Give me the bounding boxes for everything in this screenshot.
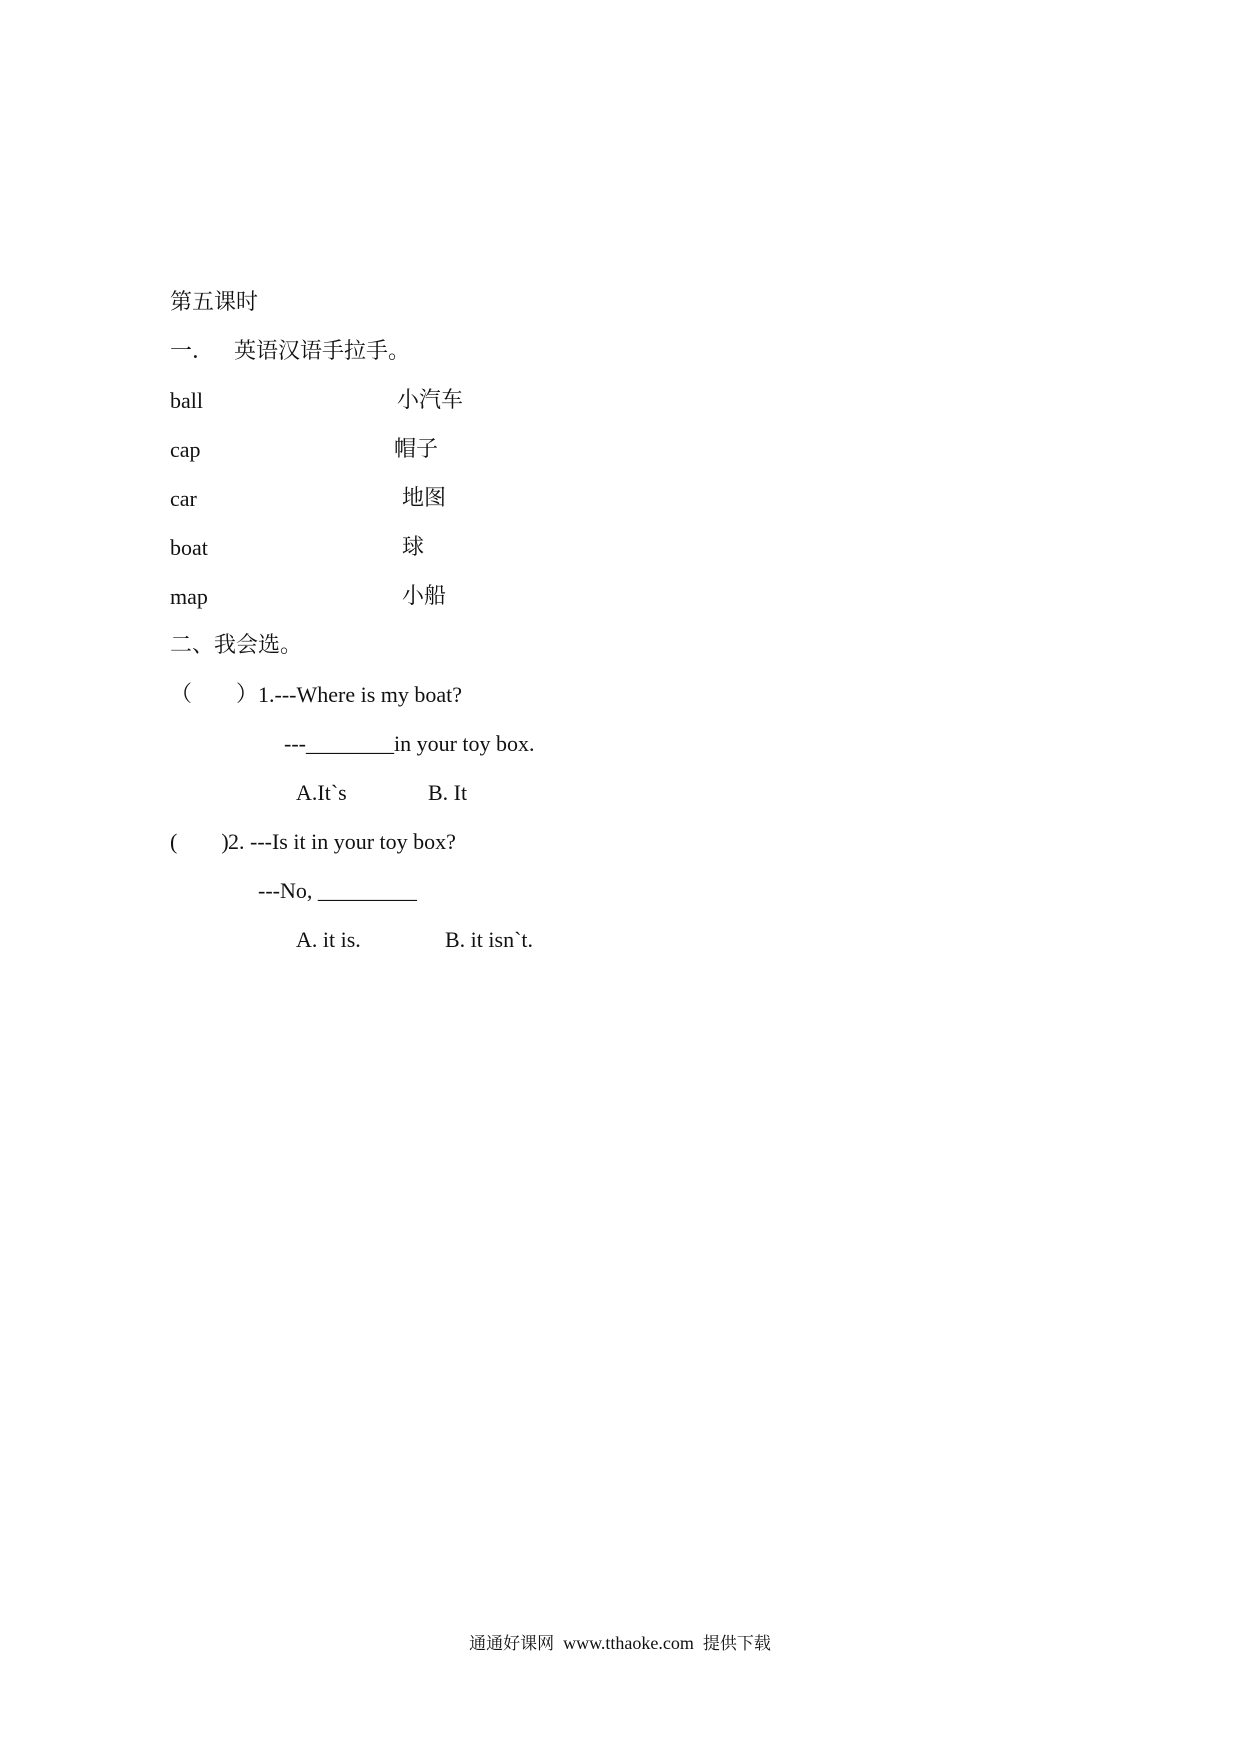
section1-number: 一．: [170, 339, 215, 364]
chinese-word-3: 地图: [402, 486, 447, 511]
english-word-2: cap: [170, 437, 201, 462]
q1-option-a: A.It`s: [296, 780, 347, 805]
footer-url: www.tthaoke.com: [563, 1633, 694, 1653]
footer-suffix: 提供下载: [702, 1634, 771, 1654]
q1-option-b: B. It: [428, 780, 468, 805]
q1-answer-line: ---________in your toy box.: [284, 731, 535, 756]
english-word-1: ball: [170, 388, 203, 413]
section1-title: 英语汉语手拉手。: [234, 339, 411, 364]
chinese-word-1: 小汽车: [397, 388, 464, 413]
footer-site-name: 通通好课网: [469, 1634, 555, 1654]
chinese-word-2: 帽子: [394, 437, 439, 462]
q2-question: 2. ---Is it in your toy box?: [228, 829, 456, 854]
q1-answer-bracket: （ ）: [170, 682, 259, 707]
english-word-5: map: [170, 584, 208, 609]
chinese-word-4: 球: [402, 535, 425, 560]
q2-option-b: B. it isn`t.: [445, 927, 534, 952]
q2-option-a: A. it is.: [296, 927, 361, 952]
english-word-3: car: [170, 486, 197, 511]
q1-question: 1.---Where is my boat?: [258, 682, 463, 707]
section2-title: 二、我会选。: [170, 633, 303, 658]
chinese-word-5: 小船: [402, 584, 447, 609]
q2-answer-line: ---No, _________: [258, 878, 417, 903]
page-footer: [0, 1629, 1240, 1654]
english-word-4: boat: [170, 535, 208, 560]
lesson-title: 第五课时: [170, 290, 259, 315]
q2-answer-bracket: ( ): [170, 829, 229, 854]
